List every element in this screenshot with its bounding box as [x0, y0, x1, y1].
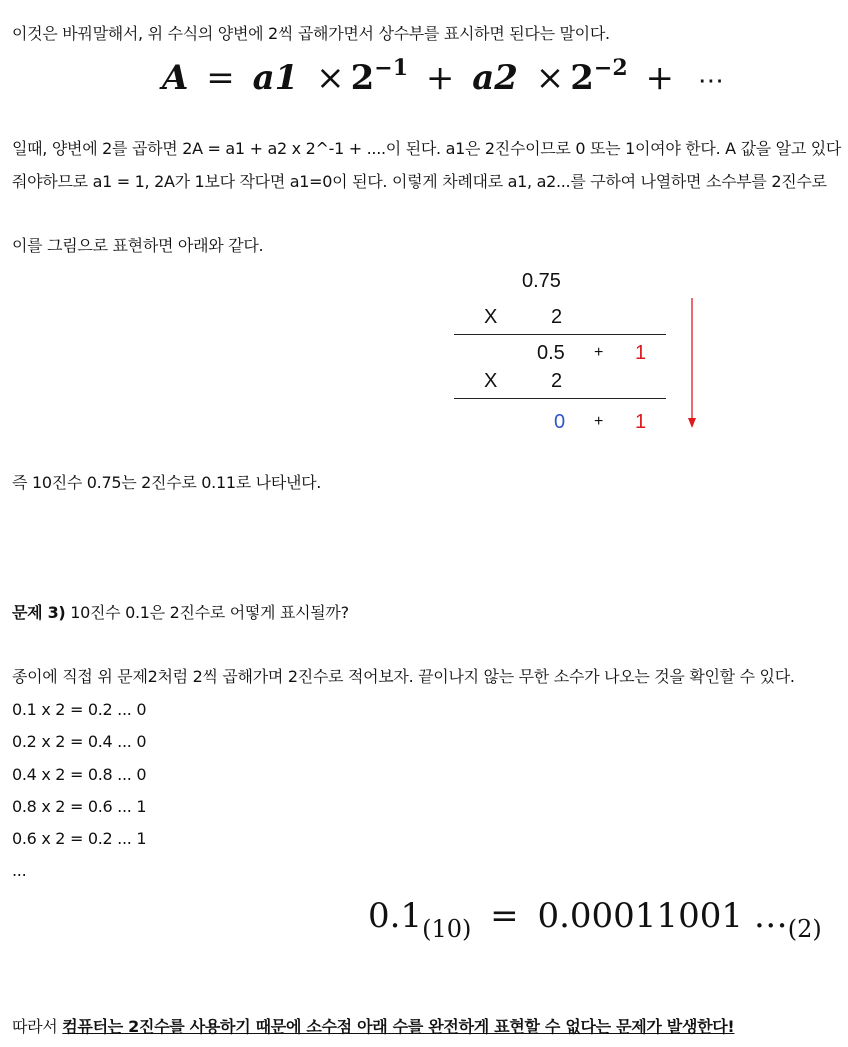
step-line: 0.4 x 2 = 0.8 ... 0	[12, 765, 147, 784]
formula2-lhs-base: (10)	[422, 915, 472, 943]
formula-term-a2: a2	[472, 58, 518, 98]
diagram-mult-sign-2: X	[484, 370, 498, 392]
diagram-result-1: 0.5	[537, 342, 565, 364]
diagram-start-value: 0.75	[522, 270, 561, 292]
formula-term-a1: a1	[252, 58, 299, 98]
binary-expansion-formula	[162, 55, 730, 98]
formula-exponent-2: −2	[593, 55, 628, 81]
formula-equals: =	[206, 58, 235, 98]
step-line: 0.8 x 2 = 0.6 ... 1	[12, 797, 147, 816]
formula2-lhs: 0.1	[368, 896, 423, 936]
binary-result-formula	[368, 896, 822, 943]
down-arrow-icon	[684, 296, 700, 430]
final-emphasis: 컴퓨터는 2진수를 사용하기 때문에 소수점 아래 수를 완전하게 표현할 수 없다는 문제가 발생한다!	[62, 1017, 735, 1036]
step-line: 0.6 x 2 = 0.2 ... 1	[12, 829, 147, 848]
figure-intro: 이를 그림으로 표현하면 아래와 같다.	[12, 236, 264, 255]
instruction-line: 종이에 직접 위 문제2처럼 2씩 곱해가며 2진수로 적어보자. 끝이나지 않는 무한 소수가 나오는 것을 확인할 수 있다.	[12, 667, 795, 686]
step-line: 0.2 x 2 = 0.4 ... 0	[12, 732, 147, 751]
diagram-carry-2: 1	[635, 411, 647, 433]
problem-3-label: 문제 3)	[12, 603, 66, 622]
intro-line: 이것은 바꿔말해서, 위 수식의 양변에 2씩 곱해가면서 상수부를 표시하면 된다는 말이다.	[12, 24, 610, 43]
diagram-multiplier-2: 2	[551, 370, 563, 392]
multiplication-diagram	[440, 266, 720, 436]
diagram-result-2: 0	[554, 411, 566, 433]
formula2-rhs: 0.00011001 …	[537, 896, 788, 936]
formula-ellipsis: ⋯	[697, 66, 724, 96]
final-prefix: 따라서	[12, 1017, 63, 1036]
paragraph-line-2: 줘야하므로 a1 = 1, 2A가 1보다 작다면 a1=0이 된다. 이렇게 차례대로 a1, a2...를 구하여 나열하면 소수부를 2진수로	[12, 172, 827, 191]
diagram-plus-2: +	[594, 413, 604, 430]
step-ellipsis: ...	[12, 861, 27, 880]
problem-3-line	[12, 603, 349, 623]
diagram-carry-1: 1	[635, 342, 647, 364]
formula-times-1: ×	[316, 58, 345, 98]
formula2-equals: =	[490, 896, 519, 936]
formula-exponent-1: −1	[374, 55, 409, 81]
formula-plus-1: +	[425, 58, 455, 98]
formula2-rhs-base: (2)	[787, 915, 822, 943]
diagram-mult-sign-1: X	[484, 306, 498, 328]
formula-var-a: A	[162, 58, 189, 98]
diagram-plus-1: +	[594, 344, 604, 361]
conclusion-line: 즉 10진수 0.75는 2진수로 0.11로 나타낸다.	[12, 473, 322, 492]
formula-plus-2: +	[645, 58, 675, 98]
problem-3-question: 10진수 0.1은 2진수로 어떻게 표시될까?	[65, 603, 349, 622]
diagram-divider-1	[454, 334, 666, 335]
diagram-divider-2	[454, 398, 666, 399]
paragraph-line-1: 일때, 양변에 2를 곱하면 2A = a1 + a2 x 2^-1 + ....이 된다. a1은 2진수이므로 0 또는 1이여야 한다. A 값을 알고 있다	[12, 139, 842, 158]
formula-times-2: ×	[535, 58, 565, 98]
final-line	[12, 1017, 734, 1037]
formula-base-2: 2	[570, 58, 594, 98]
step-line: 0.1 x 2 = 0.2 ... 0	[12, 700, 147, 719]
diagram-multiplier-1: 2	[551, 306, 563, 328]
formula-base-1: 2	[350, 58, 375, 98]
